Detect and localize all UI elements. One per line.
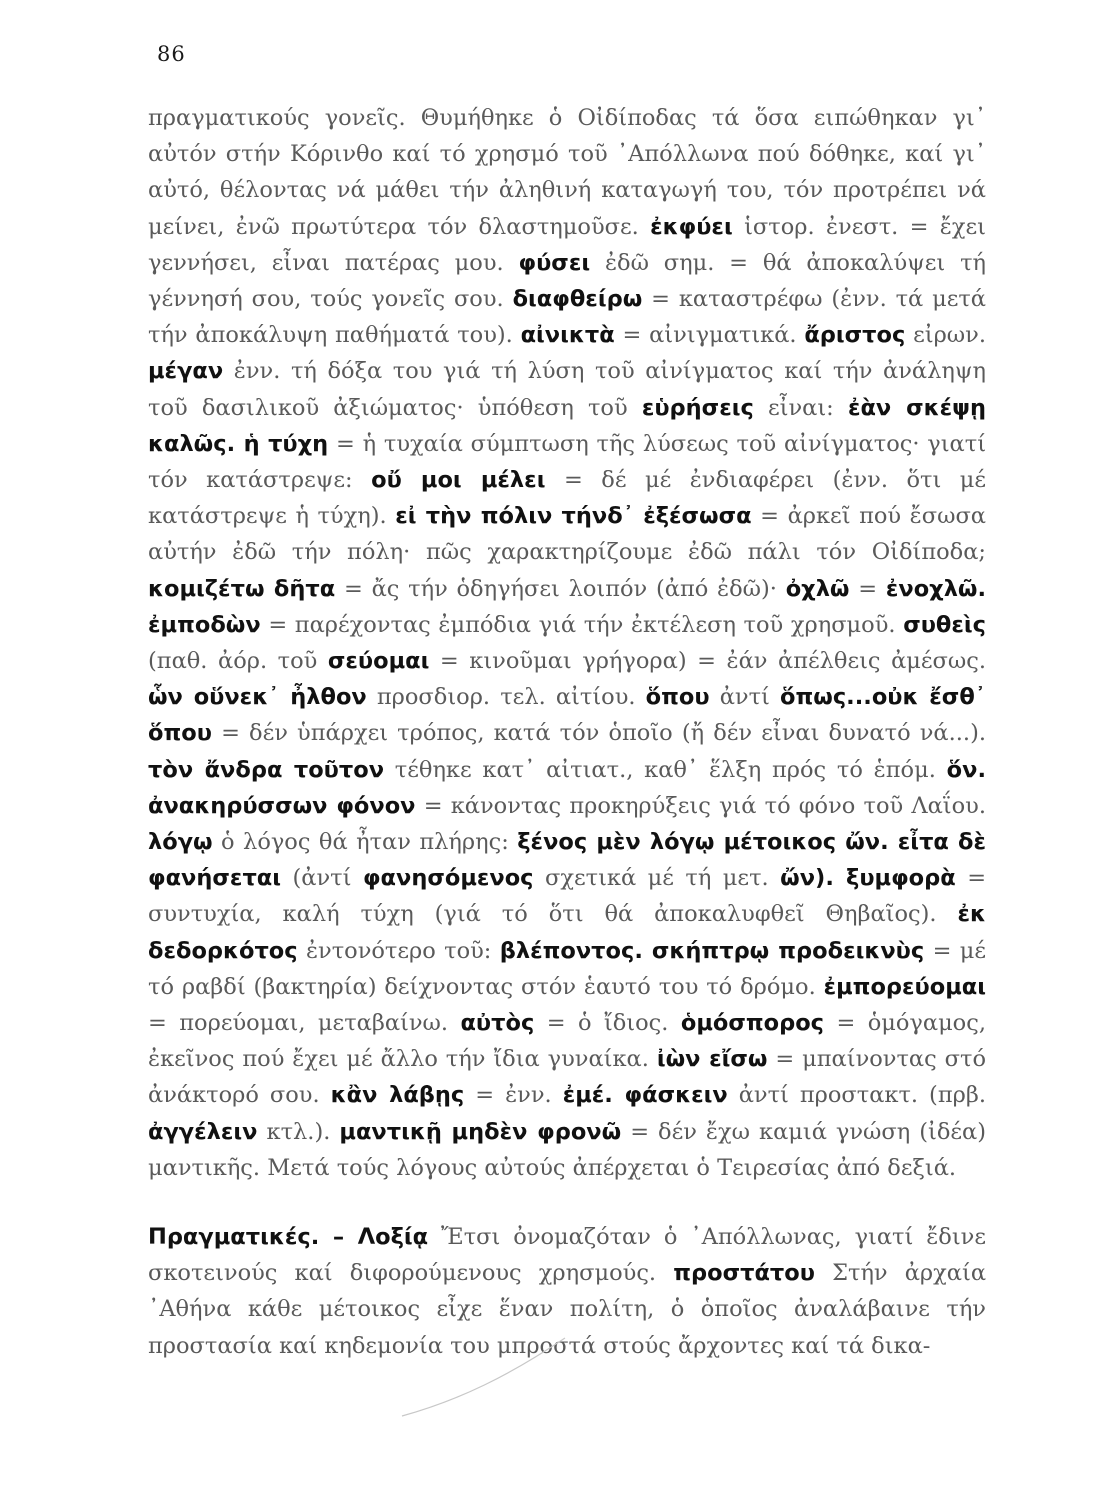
lemma-term: φανησόμενος [362, 865, 534, 892]
lemma-term: μέγαν [148, 358, 224, 385]
gloss-text: εἶναι: [768, 394, 834, 421]
gloss-text: κτλ.). [266, 1118, 331, 1145]
lemma-term: τὸν ἄνδρα τοῦτον [148, 756, 385, 783]
lemma-term: βλέποντος. σκήπτρῳ προδεικνὺς [499, 937, 925, 964]
gloss-text: τέθηκε κατ᾿ αἰτιατ., καθ᾿ ἕλξη πρός τό ἑπόμ. [394, 756, 936, 783]
gloss-text: = ὁ ἴδιος. [546, 1010, 669, 1037]
lemma-term: ξένος μὲν λόγῳ μέτοικος ὤν. εἶτα δὲ φανήσεται [148, 829, 987, 892]
lemma-term: εἰ τὴν πόλιν τήνδ᾿ ἐξέσωσα [395, 503, 752, 530]
gloss-text: ἐντονότερο τοῦ: [305, 937, 492, 964]
lemma-term: διαφθείρω [512, 286, 643, 313]
gloss-text: = πορεύομαι, μεταβαίνω. [148, 1010, 449, 1037]
lemma-term: προστάτου [673, 1260, 815, 1287]
commentary-paragraph [148, 100, 986, 1186]
gloss-text: = δέν ὑπάρχει τρόπος, κατά τόν ὁποῖο (ἤ δέν εἶναι δυνατό νά...). [221, 720, 986, 747]
gloss-text: = δέν ἔχω καμιά γνώση (ἰδέα) μαντικῆς. Μετά τούς λόγους αὐτούς ἀπέρχεται ὁ Τειρεσίας ἀπό δεξιά. [148, 1118, 986, 1181]
lemma-term: ὅν. ἀνακηρύσσων φόνον [148, 756, 986, 819]
gloss-text: = κινοῦμαι γρήγορα) = ἐάν ἀπέλθεις ἀμέσως. [439, 648, 987, 675]
pen-mark [400, 1330, 600, 1420]
lemma-term: συθεὶς [903, 611, 987, 638]
lemma-term: μαντικῇ μηδὲν φρονῶ [339, 1118, 622, 1145]
lemma-term: κἂν λάβῃς [330, 1082, 465, 1109]
gloss-text: = κάνοντας προκηρύξεις γιά τό φόνο τοῦ Λαΐου. [423, 792, 986, 819]
lemma-term: σεύομαι [327, 648, 430, 675]
gloss-text: ἐνν. τή δόξα του γιά τή λύση τοῦ αἰνίγματος καί τήν ἀνάληψη τοῦ δασιλικοῦ ἀξιώματος· ὑπόθεση τοῦ [148, 358, 986, 421]
gloss-text: = ἄς τήν ὁδηγήσει λοιπόν (ἀπό ἐδῶ)· [344, 575, 777, 602]
lemma-term: φύσει [518, 249, 591, 276]
gloss-text: = καταστρέφω (ἐνν. τά μετά τήν ἀποκάλυψη παθήματά του). [148, 286, 987, 349]
gloss-text: = αἰνιγματικά. [622, 322, 797, 349]
lemma-term: αὐτὸς [460, 1010, 535, 1037]
gloss-text: Στήν ἀρχαία ᾿Αθήνα κάθε μέτοικος εἶχε ἕναν πολίτη, ὁ ὁποῖος ἀναλάβαινε τήν προστασία καί κηδεμονία του μπροστά στούς ἄρχοντες καί τά δικα- [148, 1260, 987, 1359]
lemma-term: ἐμπορεύομαι [823, 973, 986, 1000]
gloss-text: = συντυχία, καλή τύχη (γιά τό ὅτι θά ἀποκαλυφθεῖ Θηβαῖος). [148, 865, 987, 928]
gloss-text: ὁ λόγος θά ἦταν πλήρης: [221, 829, 509, 856]
lemma-term: ἐκ δεδορκότος [148, 901, 986, 964]
lemma-term: ἄριστος [804, 322, 906, 349]
lemma-term: λόγῳ [148, 829, 213, 856]
lemma-term: ὧν οὕνεκ᾿ ἦλθον [148, 684, 367, 711]
gloss-text: = μέ τό ραβδί (βακτηρία) δείχνοντας στόν ἑαυτό του τό δρόμο. [148, 937, 987, 1000]
lemma-term: ἐκφύει [650, 213, 733, 240]
lemma-term: ἐὰν σκέψῃ καλῶς. ἡ τύχη [148, 394, 987, 457]
gloss-text: ἐδῶ σημ. = θά ἀποκαλύψει τή γέννησή σου, τούς γονεῖς σου. [148, 249, 987, 313]
lemma-term: ἐμέ. φάσκειν [562, 1082, 728, 1109]
gloss-text: = ἀρκεῖ πού ἔσωσα αὐτήν ἐδῶ τήν πόλη· πῶς χαρακτηρίζουμε ἐδῶ πάλι τόν Οἰδίποδα; [148, 503, 986, 566]
gloss-text: = ὁμόγαμος, ἐκεῖνος πού ἔχει μέ ἄλλο τήν ἴδια γυναίκα. [148, 1010, 986, 1073]
gloss-text: (παθ. ἀόρ. τοῦ [148, 648, 318, 675]
lemma-term: ἰὼν εἴσω [656, 1046, 768, 1073]
lemma-term: οὔ μοι μέλει [371, 467, 546, 494]
lemma-term: Πραγματικές. – Λοξίᾳ [148, 1224, 429, 1250]
lemma-term: αἰνικτὰ [520, 322, 615, 349]
gloss-text: ἀντί [719, 684, 770, 711]
gloss-text: σχετικά μέ τή μετ. [545, 865, 769, 892]
lemma-term: ὀχλῶ [785, 575, 850, 602]
commentary-block [148, 100, 986, 1186]
lemma-term: ἀγγέλειν [148, 1118, 258, 1145]
gloss-text: = παρέχοντας ἐμπόδια γιά τήν ἐκτέλεση τοῦ χρησμοῦ. [268, 611, 896, 638]
gloss-text: (ἀντί [292, 865, 352, 892]
gloss-text: εἰρων. [913, 322, 986, 349]
gloss-text: = ἐνν. [475, 1082, 552, 1109]
gloss-text: ἱστορ. ἐνεστ. = ἔχει γεννήσει, εἶναι πατέρας μου. [148, 213, 986, 276]
lemma-term: ἐνοχλῶ. ἐμποδὼν [148, 575, 987, 638]
gloss-text: = δέ μέ ἐνδιαφέρει (ἐνν. ὅτι μέ κατάστρεψε ἡ τύχη). [148, 467, 987, 530]
lemma-term: κομιζέτω δῆτα [148, 575, 336, 602]
lemma-term: εὑρήσεις [641, 394, 754, 421]
gloss-text: ἀντί προστακτ. (πρβ. [738, 1082, 987, 1109]
gloss-text: = [858, 575, 878, 602]
lemma-term: ὅπως...οὐκ ἔσθ᾿ ὅπου [148, 684, 987, 747]
gloss-text: = ἡ τυχαία σύμπτωση τῆς λύσεως τοῦ αἰνίγματος· γιατί τόν κατάστρεψε: [148, 430, 987, 494]
gloss-text: πραγματικούς γονεῖς. Θυμήθηκε ὁ Οἰδίποδας τά ὅσα ειπώθηκαν γι᾿ αὐτόν στήν Κόρινθο καί τό χρησμό τοῦ ᾿Απόλλωνα πού δόθηκε, καί γι᾿ αὐτό, θέλοντας νά μάθει τήν ἀληθινή καταγωγή του, τόν προτρέπει νά μείνει, ἐνῶ πρωτύτερα τόν δλαστημοῦσε. [148, 105, 986, 240]
gloss-text: = μπαίνοντας στό ἀνάκτορό σου. [148, 1046, 987, 1109]
lemma-term: ὤν). ξυμφορὰ [780, 865, 956, 892]
lemma-term: ὅπου [645, 684, 710, 711]
page-number: 86 [157, 42, 186, 66]
gloss-text: προσδιορ. τελ. αἰτίου. [376, 684, 636, 711]
gloss-text: Ἔτσι ὀνομαζόταν ὁ ᾿Απόλλωνας, γιατί ἔδινε σκοτεινούς καί διφορούμενους χρησμούς. [148, 1224, 987, 1287]
lemma-term: ὁμόσπορος [680, 1010, 825, 1037]
